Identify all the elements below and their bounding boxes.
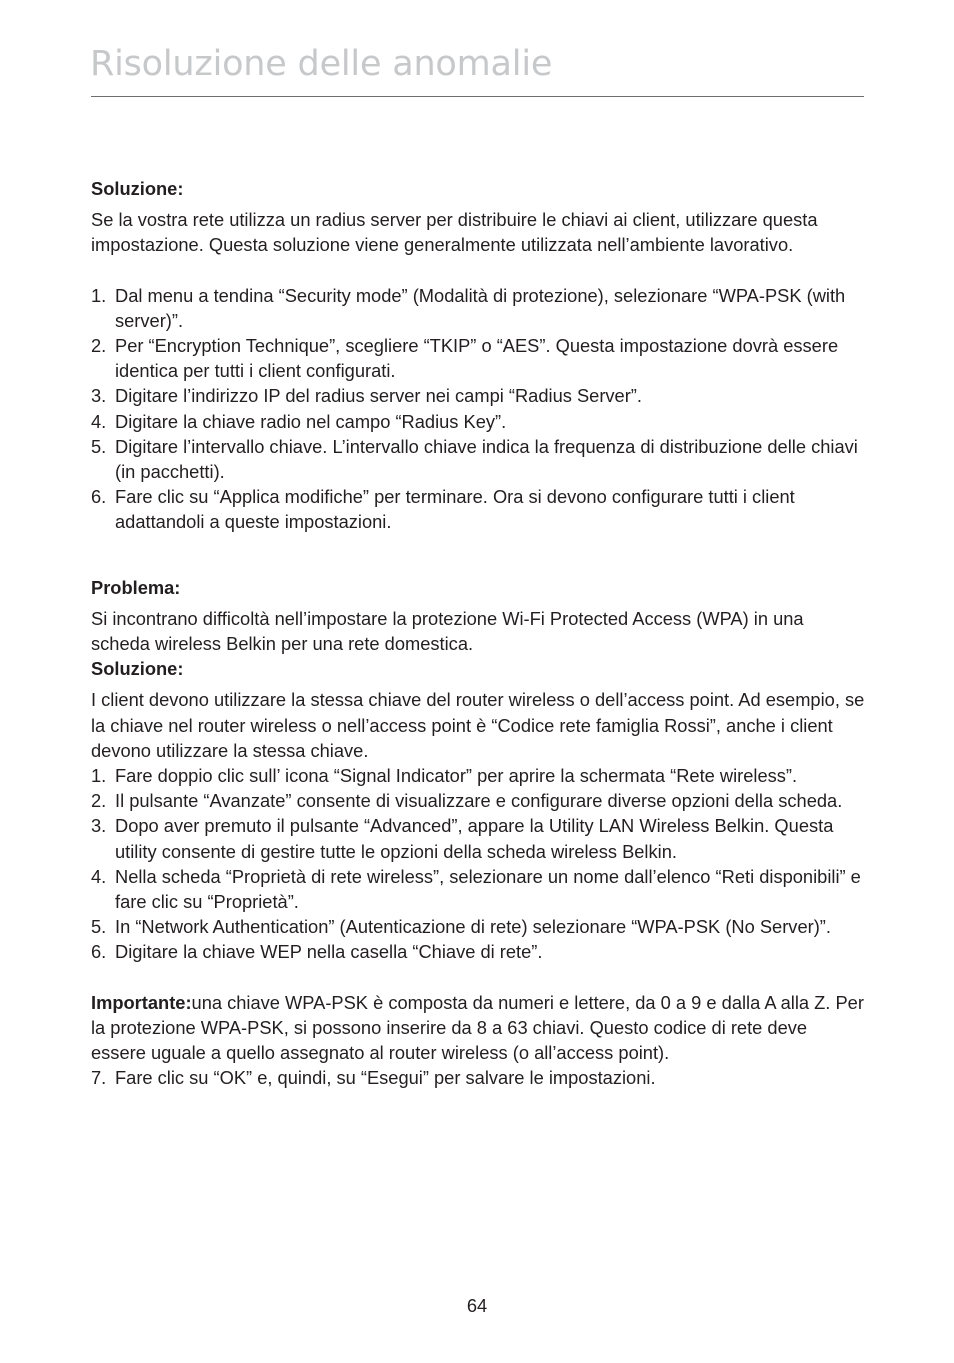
solution-text: I client devono utilizzare la stessa chiave del router wireless o dell’access point. Ad esempio, se la chiave nel router wireless o nell’access point è “Codice rete famiglia Rossi”, anche i client devono utilizzare la stessa chiave. (91, 689, 865, 761)
step-text: Digitare la chiave WEP nella casella “Chiave di rete”. (115, 941, 543, 963)
step-number: 4. (91, 865, 107, 887)
list-item (91, 409, 866, 434)
spacer (91, 965, 866, 990)
final-step-list (91, 1065, 866, 1090)
step-number: 6. (91, 941, 107, 963)
step-text: In “Network Authentication” (Autenticazione di rete) selezionare “WPA-PSK (No Server)”. (115, 916, 831, 938)
step-number: 3. (91, 385, 107, 407)
list-item (91, 939, 866, 964)
step-text: Digitare l’intervallo chiave. L’intervallo chiave indica la frequenza di distribuzione delle chiavi (in pacchetti). (115, 435, 858, 483)
step-text: Per “Encryption Technique”, scegliere “TKIP” o “AES”. Questa impostazione dovrà essere identica per tutti i client configurati. (115, 335, 839, 382)
step-number: 2. (91, 790, 107, 812)
list-item (91, 864, 866, 914)
list-item (91, 383, 866, 408)
list-item (91, 283, 866, 333)
step-number: 5. (91, 916, 107, 938)
spacer (91, 258, 866, 283)
list-item (91, 813, 866, 863)
list-item (91, 484, 866, 534)
step-number: 7. (91, 1067, 107, 1089)
step-number: 1. (91, 765, 107, 787)
step-number: 1. (91, 284, 107, 306)
problem-text: Si incontrano difficoltà nell’impostare la protezione Wi-Fi Protected Access (WPA) in una scheda wireless Belkin per una rete domestica. (91, 607, 804, 655)
step-text: Digitare l’indirizzo IP del radius server nei campi “Radius Server”. (115, 385, 642, 407)
solution-intro: Se la vostra rete utilizza un radius server per distribuire le chiavi ai client, utilizzare questa impostazione. Questa soluzione viene generalmente utilizzata nell’ambiente lavorativo. (91, 209, 818, 256)
important-label: Importante: (91, 991, 192, 1013)
step-number: 4. (91, 410, 107, 432)
step-number: 3. (91, 815, 107, 837)
step-text: Dal menu a tendina “Security mode” (Modalità di protezione), selezionare “WPA-PSK (with server)”. (115, 284, 846, 331)
list-item (91, 788, 866, 813)
page-content (91, 176, 866, 1091)
step-number: 5. (91, 435, 107, 457)
step-text: Nella scheda “Proprietà di rete wireless”, selezionare un nome dall’elenco “Reti disponibili” e fare clic su “Proprietà”. (115, 865, 861, 913)
step-text: Dopo aver premuto il pulsante “Advanced”, appare la Utility LAN Wireless Belkin. Questa utility consente di gestire tutte le opzioni della scheda wireless Belkin. (115, 815, 834, 862)
solution-steps-list (91, 763, 866, 965)
step-text: Fare doppio clic sull’ icona “Signal Indicator” per aprire la schermata “Rete wireless”. (115, 765, 798, 787)
step-number: 2. (91, 335, 107, 357)
page-number: 64 (466, 1295, 488, 1316)
step-text: Digitare la chiave radio nel campo “Radius Key”. (115, 410, 507, 432)
page-title: Risoluzione delle anomalie (90, 44, 553, 84)
list-item (91, 763, 866, 788)
problem-heading: Problema: (91, 576, 181, 598)
step-text: Fare clic su “Applica modifiche” per terminare. Ora si devono configurare tutti i client adattandoli a queste impostazioni. (115, 486, 795, 533)
title-divider (91, 96, 864, 97)
solution-heading: Soluzione: (91, 178, 184, 199)
solution-steps-list (91, 283, 866, 535)
step-number: 6. (91, 486, 107, 508)
important-note (91, 990, 866, 1066)
list-item (91, 434, 866, 484)
spacer (91, 535, 866, 575)
list-item (91, 333, 866, 383)
important-text: una chiave WPA-PSK è composta da numeri e lettere, da 0 a 9 e dalla A alla Z. Per la protezione WPA-PSK, si possono inserire da 8 a 63 chiavi. Questo codice di rete deve essere uguale a quello assegnato al router wireless (o all’access point). (91, 991, 864, 1064)
step-text: Il pulsante “Avanzate” consente di visualizzare e configurare diverse opzioni della scheda. (115, 790, 843, 812)
list-item (91, 1065, 866, 1090)
solution-heading: Soluzione: (91, 658, 184, 680)
list-item (91, 914, 866, 939)
step-text: Fare clic su “OK” e, quindi, su “Esegui” per salvare le impostazioni. (115, 1067, 656, 1089)
